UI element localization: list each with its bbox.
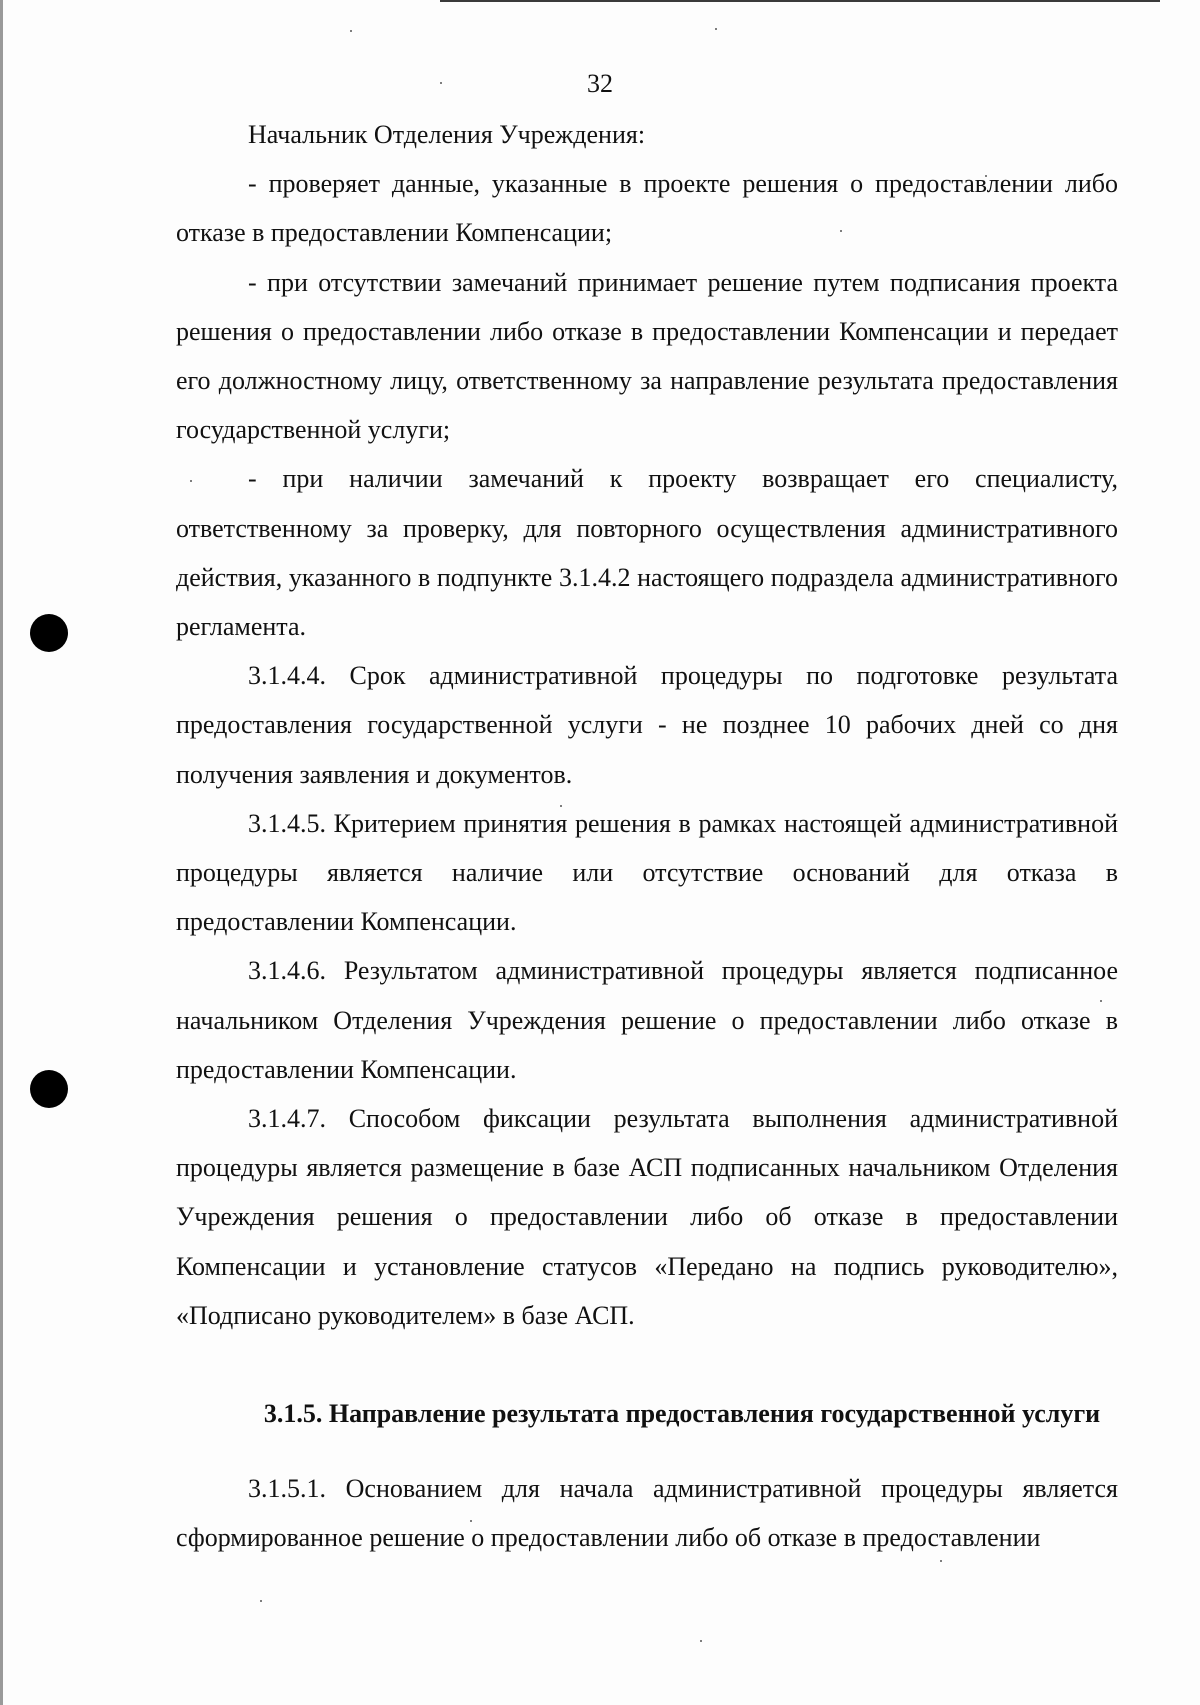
paragraph: 3.1.4.7. Способом фиксации результата выполнения административной процедуры является размещение в базе АСП подписанных начальником Отделения Учреждения решения о предоставлении либо об отказе в предоставлении Компенсации и установление статусов «Передано на подпись руководителю», «Подписано руководителем» в базе АСП. xyxy=(176,1104,1118,1330)
punch-hole xyxy=(30,1070,68,1108)
paragraph: - проверяет данные, указанные в проекте решения о предоставлении либо отказе в предоставлении Компенсации; xyxy=(176,169,1118,248)
punch-hole xyxy=(30,614,68,652)
scan-left-edge xyxy=(0,0,3,1705)
scan-top-line xyxy=(440,0,1160,2)
paragraph: 3.1.5.1. Основанием для начала административной процедуры является сформированное решение о предоставлении либо об отказе в предоставлении xyxy=(176,1474,1118,1553)
page-number: 32 xyxy=(587,69,613,98)
paragraph: 3.1.4.6. Результатом административной процедуры является подписанное начальником Отделения Учреждения решение о предоставлении либо отказе в предоставлении Компенсации. xyxy=(176,956,1118,1084)
paragraph: Начальник Отделения Учреждения: xyxy=(248,120,646,149)
document-body xyxy=(176,110,1118,1562)
section-heading: 3.1.5. Направление результата предоставления государственной услуги xyxy=(263,1399,1101,1429)
paragraph: 3.1.4.5. Критерием принятия решения в рамках настоящей административной процедуры является наличие или отсутствие оснований для отказа в предоставлении Компенсации. xyxy=(176,808,1118,937)
paragraph: - при наличии замечаний к проекту возвращает его специалисту, ответственному за проверку, для повторного осуществления административного действия, указанного в подпункте 3.1.4.2 настоящего подраздела административного регламента. xyxy=(176,464,1118,642)
paragraph: - при отсутствии замечаний принимает решение путем подписания проекта решения о предоставлении либо отказе в предоставлении Компенсации и передает его должностному лицу, ответственному за направление результата предоставления государственной услуги; xyxy=(176,267,1118,445)
paragraph: 3.1.4.4. Срок административной процедуры по подготовке результата предоставления государственной услуги - не позднее 10 рабочих дней со дня получения заявления и документов. xyxy=(176,661,1118,789)
